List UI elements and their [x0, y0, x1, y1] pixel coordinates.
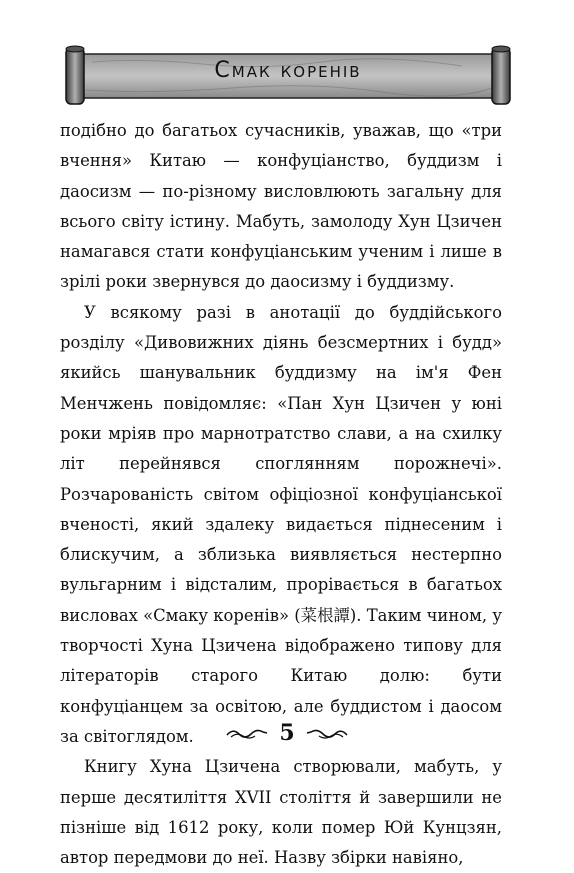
swirl-ornament-icon [305, 726, 349, 740]
body-text [60, 116, 502, 873]
paragraph: Книгу Хуна Цзичена створювали, мабуть, у перше десятиліття XVII століття й завершили не пізніше від 1612 року, коли помер Юй Кунцзян, автор передмови до неї. Назву збірки навіяно, [60, 757, 502, 868]
chapter-title: Смак коренів [214, 58, 362, 83]
paragraph: У всякому разі в анотації до буддійського розділу «Дивовижних діянь безсмертних і будд» якийсь шанувальник буддизму на ім'я Фен Менчжень повідомляє: «Пан Хун Цзичен у юні роки мріяв про марнотратство слави, а на схилку літ перейнявся споглянням порожнечі». Розчарованість світом офіціозної конфуціанської вченості, який здалеку видається піднесеним і блискучим, а зблизька виявляється нестерпно вульгарним і відсталим, прорівається в багатьох висловах «Смаку коренів» (菜根譚). Таким чином, у творчості Хуна Цзичена відображено типову для літераторів старого Китаю долю: бути конфуціанцем за освітою, але буддистом і даосом за світоглядом. [60, 302, 502, 746]
page-number: 5 [279, 720, 295, 746]
chapter-header-banner [62, 44, 514, 106]
page-footer [0, 720, 574, 750]
swirl-ornament-icon [225, 726, 269, 740]
paragraph: подібно до багатьох сучасників, уважав, що «три вчення» Китаю — конфуціанство, буддизм і даосизм — по-різному висловлюють загальну для всього світу істину. Мабуть, замолоду Хун Цзичен намагався стати конфуціанським ученим і лише в зрілі роки звернувся до даосизму і буддизму. [60, 121, 502, 292]
